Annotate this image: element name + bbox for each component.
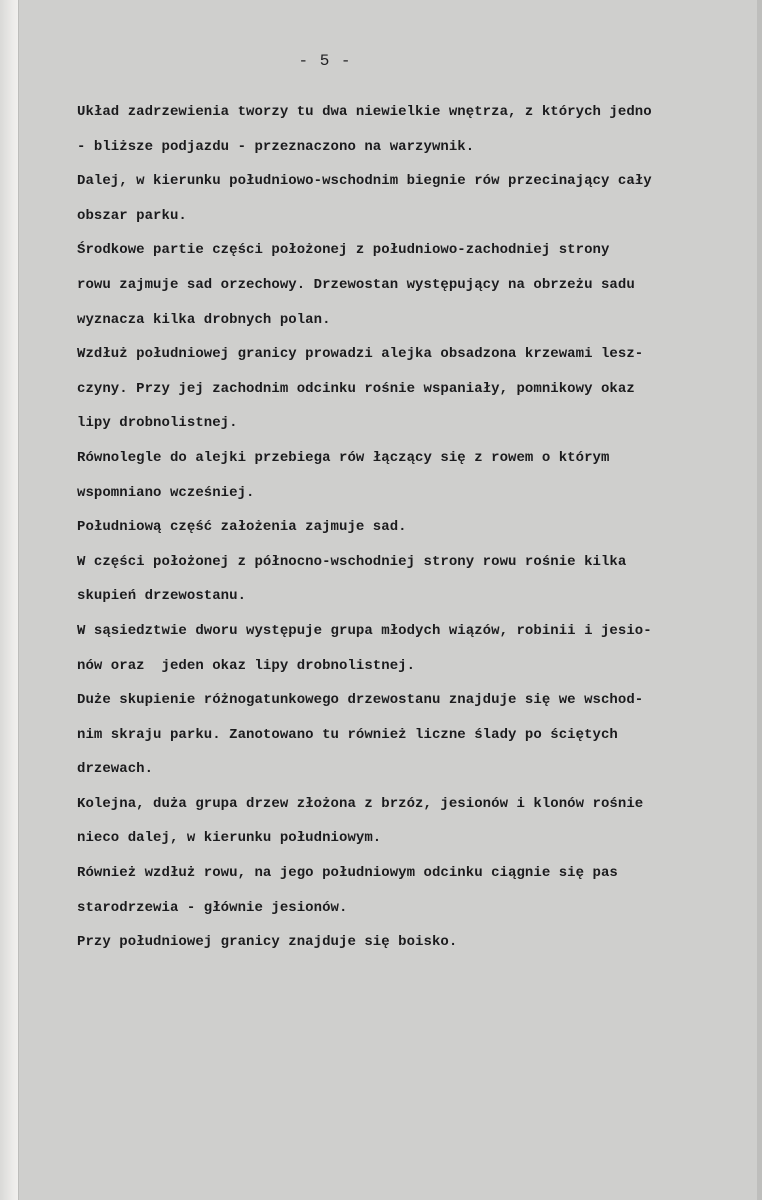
text-line: wyznacza kilka drobnych polan. — [77, 311, 331, 328]
text-line: W sąsiedztwie dworu występuje grupa młodych wiązów, robinii i jesio- — [77, 622, 652, 639]
text-line: drzewach. — [77, 761, 154, 778]
text-line: Układ zadrzewienia tworzy tu dwa niewielkie wnętrza, z których jedno — [77, 104, 652, 120]
text-line: Wzdłuż południowej granicy prowadzi alejka obsadzona krzewami lesz- — [77, 346, 644, 363]
paper-sheet — [18, 0, 757, 1200]
text-line: Przy południowej granicy znajduje się boisko. — [77, 934, 458, 951]
text-line: lipy drobnolistnej. — [77, 415, 238, 432]
page-number: - 5 - — [298, 52, 352, 70]
typed-text-body — [77, 95, 762, 960]
text-line: Równolegle do alejki przebiega rów łączący się z rowem o którym — [77, 449, 610, 466]
text-line: Duże skupienie różnogatunkowego drzewostanu znajduje się we wschod- — [77, 692, 644, 709]
text-line: rowu zajmuje sad orzechowy. Drzewostan występujący na obrzeżu sadu — [77, 276, 635, 293]
text-line: obszar parku. — [77, 207, 187, 224]
text-line: nów oraz jeden okaz lipy drobnolistnej. — [77, 657, 416, 674]
text-line: - bliższe podjazdu - przeznaczono na warzywnik. — [77, 138, 475, 155]
text-line: nieco dalej, w kierunku południowym. — [77, 830, 382, 847]
text-line: W części położonej z północno-wschodniej strony rowu rośnie kilka — [77, 553, 627, 570]
text-line: wspomniano wcześniej. — [77, 484, 255, 501]
text-line: Południową część założenia zajmuje sad. — [77, 519, 407, 536]
text-line: starodrzewia - głównie jesionów. — [77, 899, 348, 916]
scanner-bed-left — [0, 0, 18, 1200]
text-line: Środkowe partie części położonej z południowo-zachodniej strony — [77, 242, 610, 259]
text-line: Również wzdłuż rowu, na jego południowym odcinku ciągnie się pas — [77, 865, 618, 882]
text-line: czyny. Przy jej zachodnim odcinku rośnie wspaniały, pomnikowy okaz — [77, 380, 635, 397]
text-line: skupień drzewostanu. — [77, 588, 247, 605]
text-line: Dalej, w kierunku południowo-wschodnim biegnie rów przecinający cały — [77, 173, 652, 190]
text-line: nim skraju parku. Zanotowano tu również liczne ślady po ściętych — [77, 726, 618, 743]
text-line: Kolejna, duża grupa drzew złożona z brzóz, jesionów i klonów rośnie — [77, 795, 644, 812]
